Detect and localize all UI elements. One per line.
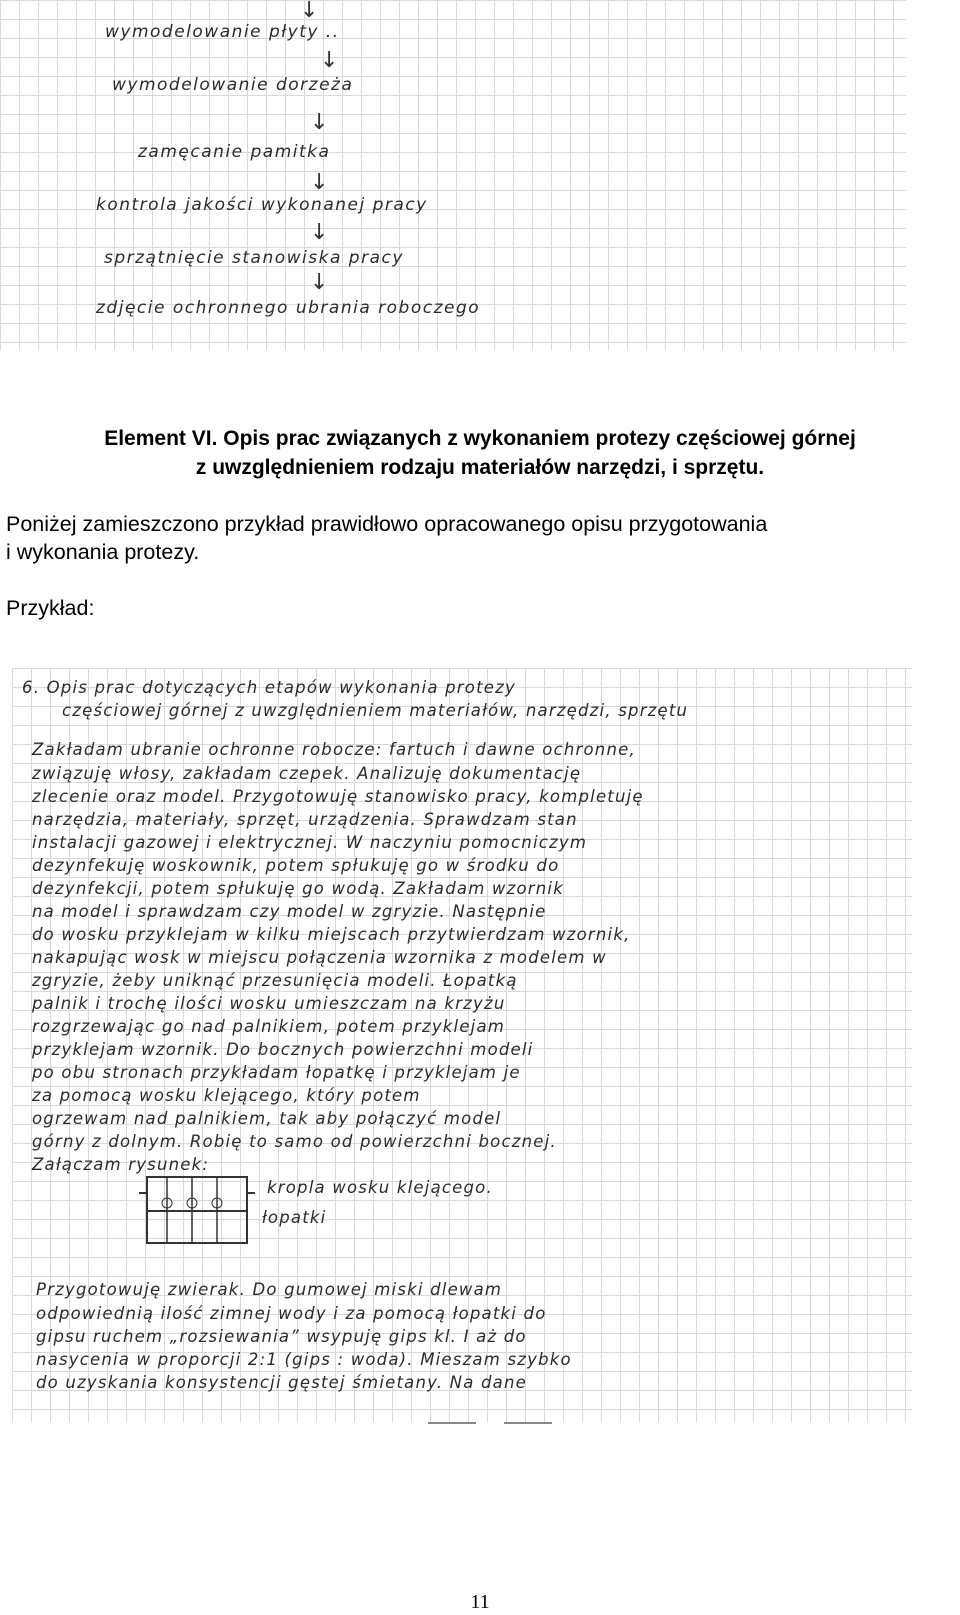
handwritten-line: rozgrzewając go nad palnikiem, potem przyklejam: [32, 1017, 506, 1036]
handwritten-line: na model i sprawdzam czy model w zgryzie. Następnie: [32, 902, 547, 921]
divider: [428, 1422, 476, 1424]
handwritten-line: do uzyskania konsystencji gęstej śmietany. Na dane: [36, 1373, 527, 1392]
handwritten-line: związuję włosy, zakładam czepek. Analizuję dokumentację: [32, 764, 582, 783]
sketch-label-spatulas: łopatki: [262, 1208, 327, 1227]
down-arrow-icon: ↓: [300, 0, 319, 23]
handwritten-line: po obu stronach przykładam łopatkę i przyklejam je: [32, 1063, 521, 1082]
divider: [504, 1422, 552, 1424]
handwritten-line: odpowiednią ilość zimnej wody i za pomocą łopatki do: [36, 1304, 547, 1323]
handwritten-line: instalacji gazowej i elektrycznej. W naczyniu pomocniczym: [32, 833, 588, 852]
down-arrow-icon: ↓: [310, 170, 329, 195]
down-arrow-icon: ↓: [320, 48, 339, 73]
handwritten-line: nakapując wosk w miejscu połączenia wzornika z modelem w: [32, 948, 607, 967]
handwritten-flow-sheet: [0, 0, 906, 350]
handwritten-example-sheet: [12, 668, 912, 1422]
handwritten-line: palnik i trochę ilości wosku umieszczam na krzyżu: [32, 994, 506, 1013]
handwritten-line: nasycenia w proporcji 2:1 (gips : woda). Mieszam szybko: [36, 1350, 572, 1369]
flow-step: kontrola jakości wykonanej pracy: [96, 195, 428, 215]
handwritten-line: Przygotowuję zwierak. Do gumowej miski dlewam: [36, 1280, 503, 1299]
down-arrow-icon: ↓: [310, 110, 329, 135]
handwritten-line: narzędzia, materiały, sprzęt, urządzenia. Sprawdzam stan: [32, 810, 578, 829]
handwritten-line: zgryzie, żeby uniknąć przesunięcia modeli. Łopatką: [32, 971, 518, 990]
handwritten-line: Załączam rysunek:: [32, 1155, 210, 1174]
handwritten-line: ogrzewam nad palnikiem, tak aby połączyć model: [32, 1109, 502, 1128]
intro-line-2: i wykonania protezy.: [6, 540, 200, 564]
handwritten-line: zlecenie oraz model. Przygotowuję stanowisko pracy, kompletuję: [32, 787, 644, 806]
flow-step: zamęcanie pamitka: [138, 142, 331, 162]
flow-step: zdjęcie ochronnego ubrania roboczego: [96, 298, 481, 318]
page-number: 11: [470, 1591, 490, 1613]
flow-step: sprzątnięcie stanowiska pracy: [104, 248, 404, 268]
down-arrow-icon: ↓: [310, 220, 329, 245]
handwritten-line: częściowej górnej z uwzględnieniem materiałów, narzędzi, sprzętu: [62, 701, 689, 720]
section-heading-line-2: z uwzględnieniem rodzaju materiałów narzędzi, i sprzętu.: [195, 456, 765, 479]
intro-line-1: Poniżej zamieszczono przykład prawidłowo opracowanego opisu przygotowania: [6, 512, 768, 536]
section-heading-line-1: Element VI. Opis prac związanych z wykonaniem protezy częściowej górnej: [104, 427, 856, 450]
down-arrow-icon: ↓: [310, 270, 329, 295]
handwritten-line: górny z dolnym. Robię to samo od powierzchni bocznej.: [32, 1132, 557, 1151]
flow-step: wymodelowanie płyty ..: [105, 22, 340, 42]
handwritten-line: do wosku przyklejam w kilku miejscach przytwierdzam wzornik,: [32, 925, 631, 944]
handwritten-line: dezynfekuję woskownik, potem spłukuję go w środku do: [32, 856, 560, 875]
handwritten-line: dezynfekcji, potem spłukuję go wodą. Zakładam wzornik: [32, 879, 564, 898]
flow-step: wymodelowanie dorzeża: [112, 75, 354, 95]
handwritten-line: gipsu ruchem „rozsiewania” wsypuję gips kl. I aż do: [36, 1327, 527, 1346]
handwritten-line: przyklejam wzornik. Do bocznych powierzchni modeli: [32, 1040, 534, 1059]
handwritten-line: Zakładam ubranie ochronne robocze: fartuch i dawne ochronne,: [32, 740, 636, 759]
sketch-label-wax: kropla wosku klejącego.: [267, 1178, 493, 1197]
articulated-models-sketch: [137, 1173, 257, 1248]
handwritten-line: za pomocą wosku klejącego, który potem: [32, 1086, 421, 1105]
handwritten-line: 6. Opis prac dotyczących etapów wykonania protezy: [22, 678, 516, 697]
example-label: Przykład:: [6, 596, 95, 620]
